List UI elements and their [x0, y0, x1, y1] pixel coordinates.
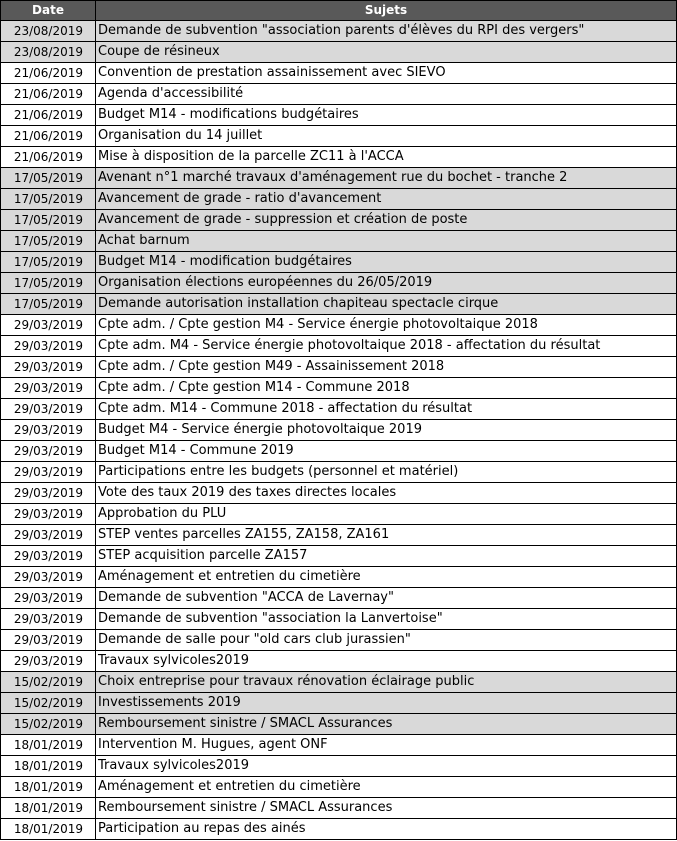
date-cell: 15/02/2019	[1, 714, 96, 735]
table-row	[1, 462, 677, 483]
subject-cell: Demande de salle pour "old cars club jurassien"	[96, 630, 677, 651]
subject-cell: Avancement de grade - ratio d'avancement	[96, 189, 677, 210]
date-cell: 29/03/2019	[1, 546, 96, 567]
table-row	[1, 735, 677, 756]
date-cell: 29/03/2019	[1, 651, 96, 672]
date-cell: 29/03/2019	[1, 462, 96, 483]
date-cell: 18/01/2019	[1, 819, 96, 840]
date-cell: 29/03/2019	[1, 609, 96, 630]
date-cell: 17/05/2019	[1, 210, 96, 231]
subject-cell: Investissements 2019	[96, 693, 677, 714]
table-row	[1, 714, 677, 735]
date-cell: 29/03/2019	[1, 357, 96, 378]
table-row	[1, 378, 677, 399]
table-row	[1, 399, 677, 420]
subject-cell: Agenda d'accessibilité	[96, 84, 677, 105]
date-cell: 21/06/2019	[1, 105, 96, 126]
header-row	[1, 1, 677, 21]
date-cell: 17/05/2019	[1, 294, 96, 315]
subject-cell: Organisation du 14 juillet	[96, 126, 677, 147]
table-row	[1, 189, 677, 210]
table-row	[1, 105, 677, 126]
table-row	[1, 357, 677, 378]
date-cell: 21/06/2019	[1, 84, 96, 105]
table-row	[1, 630, 677, 651]
subject-cell: Budget M14 - modifications budgétaires	[96, 105, 677, 126]
subject-cell: Remboursement sinistre / SMACL Assurances	[96, 714, 677, 735]
date-cell: 23/08/2019	[1, 42, 96, 63]
subject-cell: Participations entre les budgets (personnel et matériel)	[96, 462, 677, 483]
table-body	[1, 21, 677, 840]
table-row	[1, 672, 677, 693]
date-cell: 29/03/2019	[1, 336, 96, 357]
table-header	[1, 1, 677, 21]
date-cell: 29/03/2019	[1, 567, 96, 588]
subject-cell: STEP ventes parcelles ZA155, ZA158, ZA161	[96, 525, 677, 546]
date-cell: 29/03/2019	[1, 441, 96, 462]
date-cell: 29/03/2019	[1, 504, 96, 525]
table-row	[1, 441, 677, 462]
subject-cell: Avancement de grade - suppression et création de poste	[96, 210, 677, 231]
date-cell: 18/01/2019	[1, 735, 96, 756]
table-row	[1, 273, 677, 294]
subject-cell: Cpte adm. / Cpte gestion M49 - Assainissement 2018	[96, 357, 677, 378]
subject-cell: Cpte adm. / Cpte gestion M14 - Commune 2018	[96, 378, 677, 399]
table-row	[1, 609, 677, 630]
table-row	[1, 84, 677, 105]
table-row	[1, 798, 677, 819]
table-row	[1, 126, 677, 147]
subject-cell: Achat barnum	[96, 231, 677, 252]
subject-column-header: Sujets	[96, 1, 677, 21]
subject-cell: Vote des taux 2019 des taxes directes locales	[96, 483, 677, 504]
date-cell: 21/06/2019	[1, 63, 96, 84]
table-row	[1, 21, 677, 42]
subject-cell: Mise à disposition de la parcelle ZC11 à l'ACCA	[96, 147, 677, 168]
subject-cell: Choix entreprise pour travaux rénovation éclairage public	[96, 672, 677, 693]
subject-cell: Participation au repas des ainés	[96, 819, 677, 840]
subject-cell: Coupe de résineux	[96, 42, 677, 63]
subject-cell: Remboursement sinistre / SMACL Assurances	[96, 798, 677, 819]
table-row	[1, 231, 677, 252]
table-row	[1, 294, 677, 315]
subject-cell: Demande de subvention "association la Lanvertoise"	[96, 609, 677, 630]
table-row	[1, 42, 677, 63]
table-row	[1, 525, 677, 546]
date-cell: 15/02/2019	[1, 693, 96, 714]
date-cell: 17/05/2019	[1, 168, 96, 189]
table-row	[1, 777, 677, 798]
table-row	[1, 420, 677, 441]
date-cell: 29/03/2019	[1, 525, 96, 546]
date-cell: 17/05/2019	[1, 252, 96, 273]
date-cell: 17/05/2019	[1, 231, 96, 252]
table-row	[1, 567, 677, 588]
subject-cell: Budget M14 - modification budgétaires	[96, 252, 677, 273]
subject-cell: Cpte adm. M4 - Service énergie photovoltaique 2018 - affectation du résultat	[96, 336, 677, 357]
subject-cell: Travaux sylvicoles2019	[96, 651, 677, 672]
table-row	[1, 546, 677, 567]
subject-cell: Budget M14 - Commune 2019	[96, 441, 677, 462]
subject-cell: Convention de prestation assainissement avec SIEVO	[96, 63, 677, 84]
date-cell: 21/06/2019	[1, 126, 96, 147]
date-cell: 15/02/2019	[1, 672, 96, 693]
subject-cell: Aménagement et entretien du cimetière	[96, 567, 677, 588]
table-row	[1, 693, 677, 714]
subject-cell: Avenant n°1 marché travaux d'aménagement rue du bochet - tranche 2	[96, 168, 677, 189]
table-row	[1, 504, 677, 525]
table-row	[1, 63, 677, 84]
subject-cell: Intervention M. Hugues, agent ONF	[96, 735, 677, 756]
table-row	[1, 588, 677, 609]
subject-cell: Cpte adm. M14 - Commune 2018 - affectation du résultat	[96, 399, 677, 420]
date-cell: 29/03/2019	[1, 420, 96, 441]
table-row	[1, 168, 677, 189]
date-cell: 29/03/2019	[1, 483, 96, 504]
table-row	[1, 651, 677, 672]
subject-cell: Demande de subvention "ACCA de Lavernay"	[96, 588, 677, 609]
table-row	[1, 336, 677, 357]
date-cell: 29/03/2019	[1, 630, 96, 651]
subject-cell: Demande autorisation installation chapiteau spectacle cirque	[96, 294, 677, 315]
date-column-header: Date	[1, 1, 96, 21]
subject-cell: Aménagement et entretien du cimetière	[96, 777, 677, 798]
subject-cell: Approbation du PLU	[96, 504, 677, 525]
subject-cell: Organisation élections européennes du 26/05/2019	[96, 273, 677, 294]
subject-cell: Budget M4 - Service énergie photovoltaique 2019	[96, 420, 677, 441]
date-cell: 29/03/2019	[1, 315, 96, 336]
subject-cell: Demande de subvention "association parents d'élèves du RPI des vergers"	[96, 21, 677, 42]
date-cell: 29/03/2019	[1, 588, 96, 609]
date-cell: 29/03/2019	[1, 378, 96, 399]
subject-cell: Cpte adm. / Cpte gestion M4 - Service énergie photovoltaique 2018	[96, 315, 677, 336]
date-cell: 18/01/2019	[1, 777, 96, 798]
date-cell: 23/08/2019	[1, 21, 96, 42]
table-row	[1, 147, 677, 168]
table-row	[1, 252, 677, 273]
date-cell: 17/05/2019	[1, 273, 96, 294]
date-cell: 17/05/2019	[1, 189, 96, 210]
date-cell: 29/03/2019	[1, 399, 96, 420]
subject-cell: Travaux sylvicoles2019	[96, 756, 677, 777]
table-row	[1, 315, 677, 336]
table-row	[1, 210, 677, 231]
table-row	[1, 819, 677, 840]
table-row	[1, 483, 677, 504]
date-cell: 18/01/2019	[1, 798, 96, 819]
table-row	[1, 756, 677, 777]
date-cell: 21/06/2019	[1, 147, 96, 168]
subject-cell: STEP acquisition parcelle ZA157	[96, 546, 677, 567]
date-cell: 18/01/2019	[1, 756, 96, 777]
